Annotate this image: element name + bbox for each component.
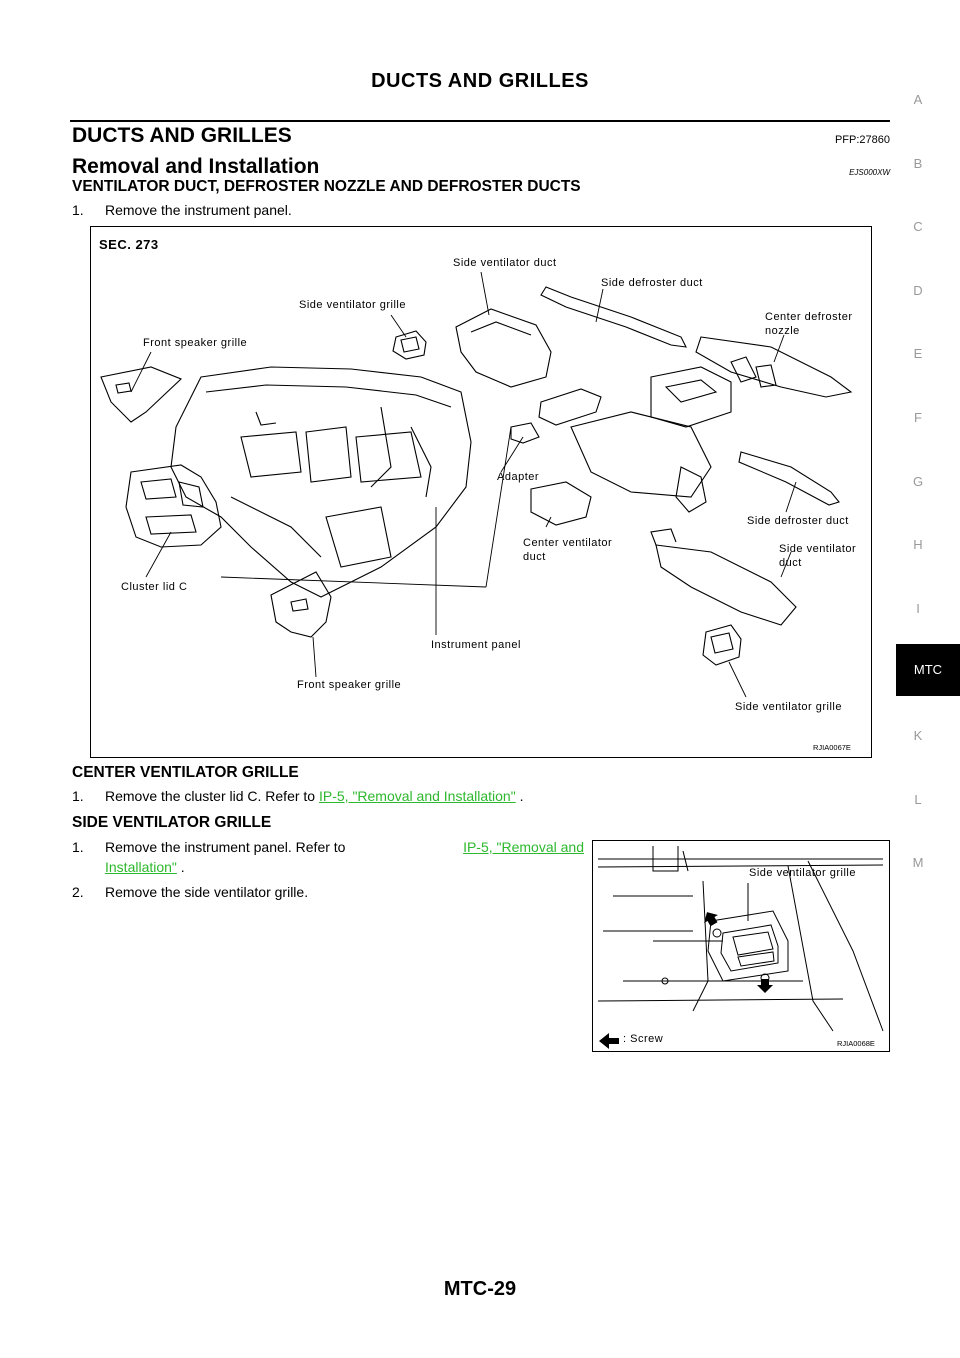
figure-2 [592,840,890,1052]
figure-2-code: RJIA0068E [837,1039,875,1048]
figure-1-code: RJIA0067E [813,743,851,752]
side-tab-f[interactable]: F [914,410,922,425]
side-tab-a[interactable]: A [913,92,923,107]
side-tab-c[interactable]: C [913,219,923,235]
label-side-ventilator-grille-bottom: Side ventilator grille [735,701,842,713]
figure-1 [90,226,872,758]
label-center-ventilator-1: Center ventilator [523,537,613,549]
label-center-defroster-2: nozzle [765,325,800,337]
side-tab-k[interactable]: K [913,728,923,743]
center-grille-step-1: 1. Remove the cluster lid C. Refer to IP-5, "Removal and Installation" . [72,788,524,804]
figure-1-drawing [91,227,873,759]
side-tab-h[interactable]: H [913,537,923,553]
page-number: MTC-29 [443,1278,517,1300]
subsection-title: Removal and Installation [72,155,320,178]
subsection-code: EJS000XW [849,168,890,177]
label-side-defroster-duct-top: Side defroster duct [601,277,703,289]
side-tab-mtc[interactable]: MTC [896,644,960,696]
side-tab-d[interactable]: D [913,282,923,298]
vent-duct-step-1: 1. Remove the instrument panel. [72,202,292,218]
side-tab-m[interactable]: M [912,855,924,871]
label-side-ventilator-duct-r2: duct [779,557,802,569]
page-header: DUCTS AND GRILLES [371,70,589,92]
figure-1-sec: SEC. 273 [99,237,159,252]
pfp-code: PFP:27860 [834,134,890,146]
side-tab-g[interactable]: G [912,473,924,489]
label-adapter: Adapter [497,471,540,483]
side-tab-l[interactable]: L [914,791,922,807]
link-ip5-removal[interactable]: IP-5, "Removal and Installation" [318,788,516,804]
label-side-ventilator-duct-top: Side ventilator duct [453,257,557,269]
side-grille-step-1-line-1: 1. Remove the instrument panel. Refer to IP-5, "Removal and [72,839,584,855]
figure-2-label: Side ventilator grille [749,867,856,879]
side-grille-step-1-line-2: Installation" . [105,859,185,875]
side-tab-b[interactable]: B [913,155,923,171]
side-grille-heading: SIDE VENTILATOR GRILLE [72,814,272,831]
label-side-ventilator-duct-r1: Side ventilator [779,543,857,555]
label-center-ventilator-2: duct [523,551,546,563]
vent-duct-heading: VENTILATOR DUCT, DEFROSTER NOZZLE AND DEFROSTER DUCTS [72,178,581,195]
header-rule [70,120,890,122]
link-ip5-removal-and[interactable]: IP-5, "Removal and [463,839,584,855]
center-grille-heading: CENTER VENTILATOR GRILLE [72,764,299,781]
label-center-defroster-1: Center defroster [765,311,853,323]
side-tab-i[interactable]: I [916,600,920,616]
side-grille-step-1 [72,837,584,877]
label-cluster-lid-c: Cluster lid C [121,581,188,593]
section-title: DUCTS AND GRILLES [72,124,292,147]
label-side-defroster-duct-bottom: Side defroster duct [747,515,849,527]
side-grille-step-2: 2. Remove the side ventilator grille. [72,884,309,900]
label-front-speaker-grille-bottom: Front speaker grille [297,679,402,691]
side-tab-e[interactable]: E [913,346,923,362]
label-instrument-panel: Instrument panel [431,639,521,651]
label-front-speaker-grille-top: Front speaker grille [143,337,248,349]
link-installation[interactable]: Installation" [105,859,177,875]
label-side-ventilator-grille-top: Side ventilator grille [299,299,406,311]
figure-2-legend: : Screw [623,1033,664,1045]
